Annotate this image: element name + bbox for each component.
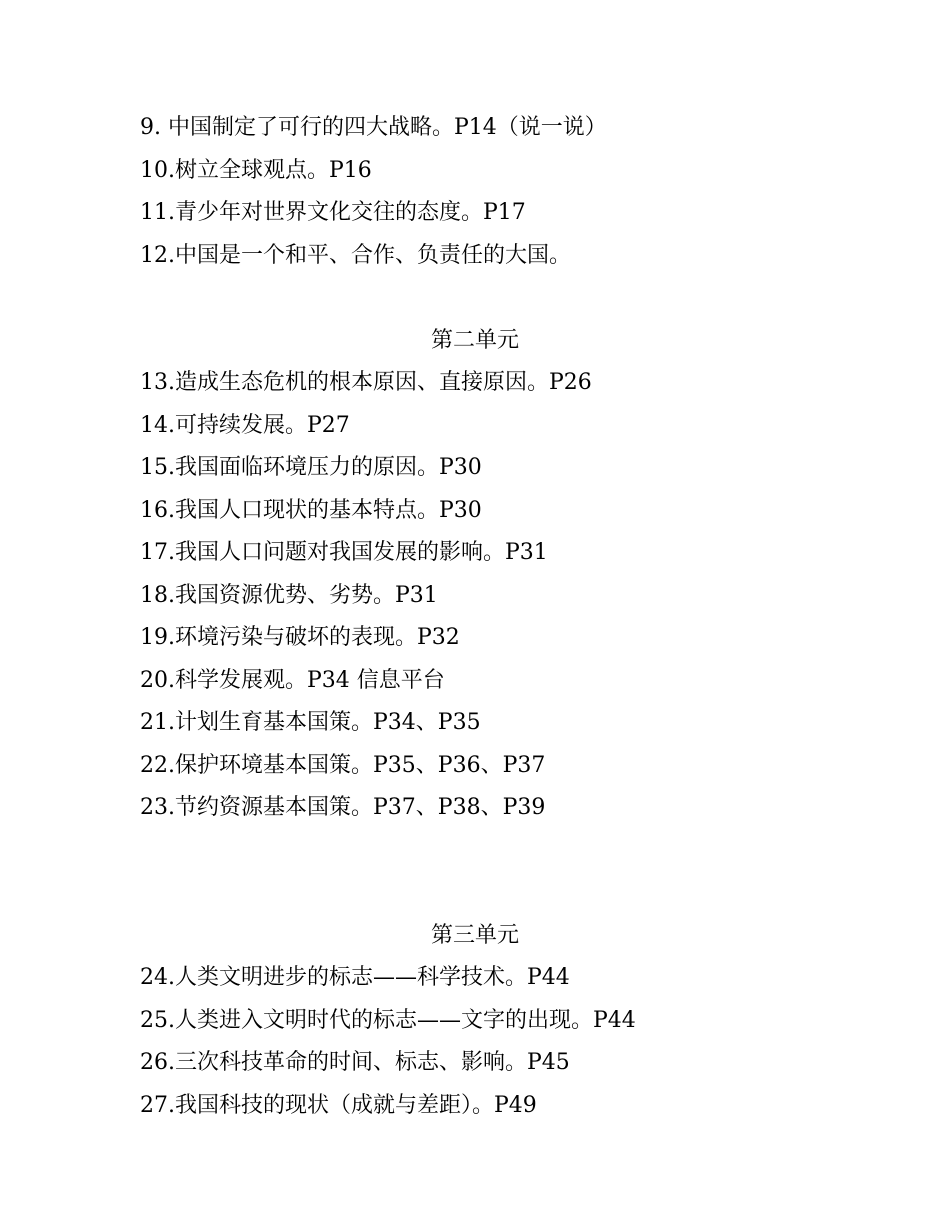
list-item-23: 23.节约资源基本国策。P37、P38、P39: [140, 795, 546, 820]
list-item-22: 22.保护环境基本国策。P35、P36、P37: [140, 753, 546, 778]
list-item-9: 9. 中国制定了可行的四大战略。P14（说一说）: [140, 115, 607, 140]
list-item-19: 19.环境污染与破坏的表现。P32: [140, 625, 460, 650]
list-item-10: 10.树立全球观点。P16: [140, 158, 372, 183]
list-item-14: 14.可持续发展。P27: [140, 413, 350, 438]
list-item-11: 11.青少年对世界文化交往的态度。P17: [140, 200, 526, 225]
list-item-24: 24.人类文明进步的标志——科学技术。P44: [140, 965, 570, 990]
list-item-16: 16.我国人口现状的基本特点。P30: [140, 498, 482, 523]
unit2-heading: 第二单元: [430, 328, 519, 353]
list-item-26: 26.三次科技革命的时间、标志、影响。P45: [140, 1050, 570, 1075]
list-item-12: 12.中国是一个和平、合作、负责任的大国。: [140, 243, 571, 268]
list-item-21: 21.计划生育基本国策。P34、P35: [140, 710, 481, 735]
list-item-25: 25.人类进入文明时代的标志——文字的出现。P44: [140, 1008, 636, 1033]
list-item-17: 17.我国人口问题对我国发展的影响。P31: [140, 540, 548, 565]
list-item-20: 20.科学发展观。P34 信息平台: [140, 668, 445, 693]
list-item-18: 18.我国资源优势、劣势。P31: [140, 583, 438, 608]
list-item-27: 27.我国科技的现状（成就与差距）。P49: [140, 1093, 537, 1118]
list-item-13: 13.造成生态危机的根本原因、直接原因。P26: [140, 370, 592, 395]
unit3-heading: 第三单元: [430, 923, 519, 948]
list-item-15: 15.我国面临环境压力的原因。P30: [140, 455, 482, 480]
